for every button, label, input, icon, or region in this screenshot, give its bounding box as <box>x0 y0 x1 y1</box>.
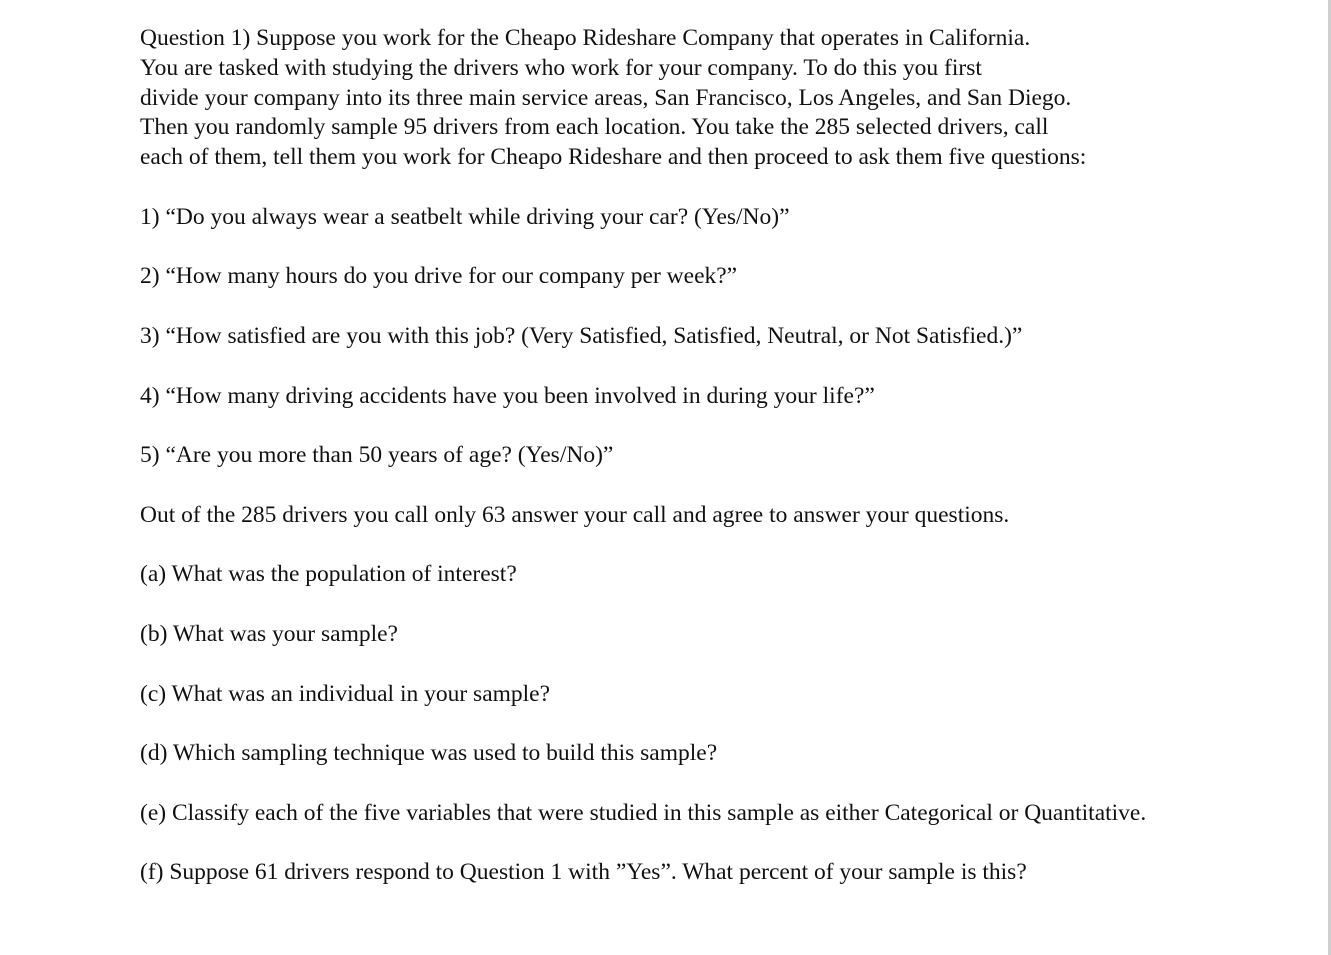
intro-line-5: each of them, tell them you work for Cheapo Rideshare and then proceed to ask them five questions: <box>140 144 1087 171</box>
intro-line-4: Then you randomly sample 95 drivers from each location. You take the 285 selected drivers, call <box>140 114 1049 141</box>
part-a: (a) What was the population of interest? <box>140 561 517 588</box>
intro-line-3: divide your company into its three main service areas, San Francisco, Los Angeles, and San Diego. <box>140 84 1072 111</box>
survey-question-3: 3) “How satisfied are you with this job? (Very Satisfied, Satisfied, Neutral, or Not Satisfied.)” <box>140 322 1023 349</box>
survey-question-4: 4) “How many driving accidents have you been involved in during your life?” <box>140 382 875 409</box>
survey-question-1: 1) “Do you always wear a seatbelt while driving your car? (Yes/No)” <box>140 203 790 230</box>
part-e: (e) Classify each of the five variables that were studied in this sample as either Categorical or Quantitative. <box>140 799 1147 826</box>
intro-line-2: You are tasked with studying the drivers who work for your company. To do this you first <box>140 54 982 81</box>
part-d: (d) Which sampling technique was used to build this sample? <box>140 740 718 767</box>
part-b: (b) What was your sample? <box>140 620 398 647</box>
document-body <box>140 24 1170 888</box>
survey-question-5: 5) “Are you more than 50 years of age? (Yes/No)” <box>140 442 614 469</box>
part-c: (c) What was an individual in your sample? <box>140 680 551 707</box>
response-statement: Out of the 285 drivers you call only 63 answer your call and agree to answer your questions. <box>140 501 1010 528</box>
part-f: (f) Suppose 61 drivers respond to Question 1 with ”Yes”. What percent of your sample is this? <box>140 859 1027 886</box>
survey-question-2: 2) “How many hours do you drive for our company per week?” <box>140 263 738 290</box>
question-intro <box>140 24 1170 173</box>
intro-line-1: Question 1) Suppose you work for the Cheapo Rideshare Company that operates in California. <box>140 25 1031 51</box>
